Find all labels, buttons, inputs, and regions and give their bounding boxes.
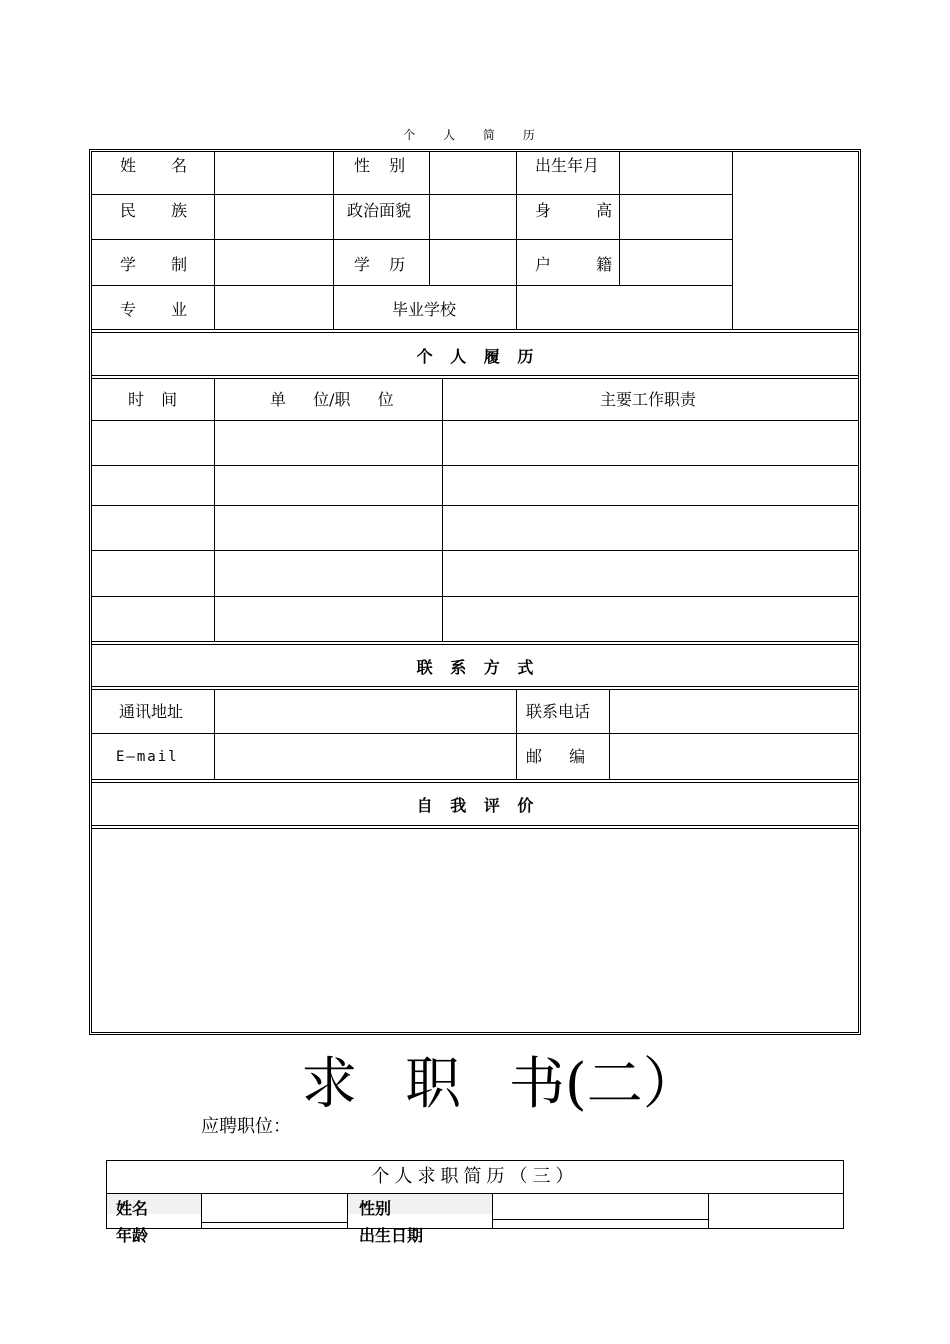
resume-form [89, 149, 861, 1035]
cover-title: 求 职 书(二） [301, 1052, 699, 1117]
section-self-eval-title: 自 我 评 价 [416, 796, 534, 815]
col-unit: 单 位/职 位 [270, 390, 394, 409]
page-title: 个 人 简 历 [403, 128, 547, 142]
table3-title: 个人求职简历（三） [371, 1166, 579, 1187]
table3-label-age: 年龄 [116, 1226, 149, 1245]
label-birth: 出生年月 [535, 156, 600, 175]
label-address: 通讯地址 [119, 702, 184, 721]
section-resume-title: 个 人 履 历 [416, 347, 534, 366]
label-schooling: 学 制 [120, 255, 188, 274]
label-name: 姓 名 [120, 156, 188, 175]
label-gender: 性 别 [354, 156, 406, 175]
apply-position-label: 应聘职位： [201, 1116, 291, 1137]
table3-label-name: 姓名 [116, 1199, 149, 1218]
label-hukou: 户 籍 [535, 255, 613, 274]
section-contact-title: 联 系 方 式 [416, 658, 534, 677]
label-phone: 联系电话 [526, 702, 591, 721]
label-school: 毕业学校 [392, 300, 457, 319]
label-major: 专 业 [120, 300, 188, 319]
label-email: E—mail [116, 749, 179, 765]
label-postcode: 邮 编 [526, 747, 586, 766]
label-height: 身 高 [535, 201, 613, 220]
label-political: 政治面貌 [347, 201, 412, 220]
label-ethnicity: 民 族 [120, 201, 188, 220]
col-time: 时 间 [128, 390, 178, 409]
table3-label-birth-date: 出生日期 [359, 1226, 424, 1245]
resume-table-3 [106, 1160, 844, 1245]
label-education: 学 历 [354, 255, 406, 274]
col-duty: 主要工作职责 [600, 390, 697, 409]
table3-label-gender: 性别 [359, 1199, 392, 1218]
